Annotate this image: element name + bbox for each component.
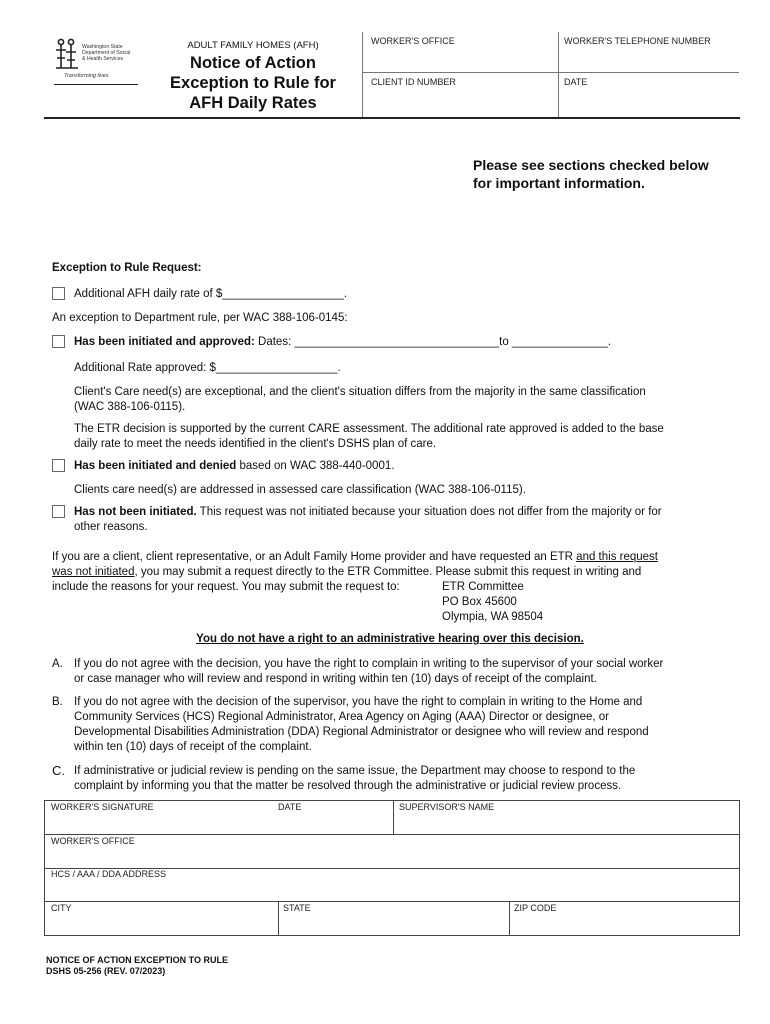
item-b-text (74, 695, 739, 755)
supervisors-name-label: SUPERVISOR'S NAME (399, 802, 495, 812)
item-a-marker: A. (52, 658, 63, 670)
logo-name-line-3: & Health Services (82, 56, 124, 62)
header-rule (44, 117, 740, 119)
etr-decision-line-2: daily rate to meet the needs identified in the client's DSHS plan of care. (74, 438, 437, 450)
etr-info-l1u: and this request (576, 551, 659, 563)
logo-name-line-2: Department of Social (82, 50, 131, 56)
address-field[interactable] (51, 869, 731, 899)
additional-rate-approved: Additional Rate approved: $___________________. (74, 362, 341, 374)
city-field[interactable] (51, 903, 275, 934)
care-need-line-1: Client's Care need(s) are exceptional, and the client's situation differs from the majority in the same classification (74, 386, 646, 398)
item-c-marker: C. (52, 763, 65, 778)
workers-signature-field[interactable] (51, 802, 276, 833)
clients-care-need-text: Clients care need(s) are addressed in assessed care classification (WAC 388-106-0115). (74, 484, 526, 496)
form-footer (46, 955, 228, 977)
care-need-line-2: (WAC 388-106-0115). (74, 401, 186, 413)
logo-underline (54, 84, 138, 85)
form-title-line-1: Notice of Action (190, 54, 316, 72)
etr-info-l1a: If you are a client, client representative, or an Adult Family Home provider and have requested an ETR (52, 551, 577, 563)
form-title-line-3: AFH Daily Rates (189, 94, 317, 112)
footer-form-number: DSHS 05-256 (REV. 07/2023) (46, 966, 166, 976)
wac-intro-text: An exception to Department rule, per WAC 388-106-0145: (52, 312, 348, 324)
dshs-people-icon (52, 38, 82, 72)
header-fields-box (362, 32, 739, 118)
etr-info-l2b: , you may submit a request directly to the ETR Committee. Please submit this request in writing and (134, 566, 642, 578)
logo-tagline: Transforming lives (64, 73, 109, 79)
care-need-paragraph (74, 385, 734, 415)
etr-info-l2u: was not initiated (52, 566, 135, 578)
item-a-line-1: If you do not agree with the decision, you have the right to complain in writing to the supervisor of your social worker (74, 658, 664, 670)
state-label: STATE (283, 903, 311, 913)
workers-telephone-label: WORKER'S TELEPHONE NUMBER (564, 36, 711, 46)
supervisor-divider (393, 801, 394, 834)
item-b-marker: B. (52, 696, 63, 708)
signature-date-label: DATE (278, 802, 302, 812)
item-c-line-2: complaint by informing you that the matter be resolved through the administrative or judicial review process. (74, 780, 622, 792)
logo-name-line-1: Washington State (82, 44, 123, 50)
item-a-line-2: or case manager who will review and respond in writing within ten (10) days of receipt of the complaint. (74, 673, 597, 685)
signature-table (44, 800, 740, 936)
state-divider (278, 901, 279, 936)
denied-rest: based on WAC 388-440-0001. (236, 460, 395, 472)
address-label: HCS / AAA / DDA ADDRESS (51, 869, 167, 879)
item-c-line-1: If administrative or judicial review is pending on the same issue, the Department may choose to respond to the (74, 765, 636, 777)
item-b-line-4: within ten (10) days of receipt of the complaint. (74, 741, 312, 753)
approved-checkbox[interactable] (52, 335, 65, 348)
date-label: DATE (564, 77, 588, 87)
additional-rate-text: Additional AFH daily rate of $___________________. (74, 288, 348, 300)
additional-rate-checkbox[interactable] (52, 287, 65, 300)
address-line-2: PO Box 45600 (442, 596, 517, 608)
sig-workers-office-label: WORKER'S OFFICE (51, 836, 135, 846)
address-line-1: ETR Committee (442, 581, 524, 593)
header-row-divider (363, 72, 739, 73)
etr-decision-line-1: The ETR decision is supported by the current CARE assessment. The additional rate approved is added to the base (74, 423, 664, 435)
workers-signature-label: WORKER'S SIGNATURE (51, 802, 154, 812)
no-hearing-notice: You do not have a right to an administrative hearing over this decision. (196, 633, 584, 645)
not-initiated-checkbox[interactable] (52, 505, 65, 518)
approved-line (74, 335, 611, 350)
item-b-line-2: Community Services (HCS) Regional Administrator, Area Agency on Aging (AAA) Director or designee, or (74, 711, 609, 723)
zip-label: ZIP CODE (514, 903, 557, 913)
denied-checkbox[interactable] (52, 459, 65, 472)
approved-label: Has been initiated and approved: (74, 336, 255, 348)
form-title (155, 53, 351, 113)
client-id-label: CLIENT ID NUMBER (371, 77, 456, 87)
notice-text (473, 156, 743, 192)
supervisors-name-field[interactable] (399, 802, 734, 833)
notice-line-1: Please see sections checked below (473, 157, 709, 173)
workers-office-field[interactable] (371, 36, 556, 70)
sig-workers-office-field[interactable] (51, 836, 731, 866)
zip-divider (509, 901, 510, 936)
not-initiated-paragraph (74, 505, 739, 535)
sig-row-divider-1 (45, 834, 739, 835)
footer-form-name: NOTICE OF ACTION EXCEPTION TO RULE (46, 955, 229, 965)
item-a-text (74, 657, 739, 687)
denied-label: Has been initiated and denied (74, 460, 237, 472)
dshs-logo (52, 38, 140, 88)
approved-dates: Dates: ________________________________to _______________. (254, 336, 612, 348)
program-label: ADULT FAMILY HOMES (AFH) (187, 40, 319, 51)
denied-line (74, 459, 394, 474)
address-line-3: Olympia, WA 98504 (442, 611, 544, 623)
item-b-line-1: If you do not agree with the decision of the supervisor, you have the right to complain in writing to the Home and (74, 696, 643, 708)
workers-office-label: WORKER'S OFFICE (371, 36, 455, 46)
section-title: Exception to Rule Request: (52, 262, 202, 274)
header-divider (558, 32, 559, 118)
not-initiated-label: Has not been initiated. (74, 506, 197, 518)
etr-info-paragraph (52, 550, 742, 595)
workers-telephone-field[interactable] (564, 36, 739, 70)
signature-date-field[interactable] (278, 802, 390, 833)
etr-decision-paragraph (74, 422, 734, 452)
not-initiated-rest-line-1: This request was not initiated because your situation does not differ from the majority or for (196, 506, 662, 518)
item-b-line-3: Developmental Disabilities Administration (DDA) Regional Administrator or designee who will review and respond (74, 726, 649, 738)
item-c-text (74, 764, 739, 794)
city-label: CITY (51, 903, 72, 913)
form-title-line-2: Exception to Rule for (170, 74, 336, 92)
notice-line-2: for important information. (473, 175, 645, 191)
zip-field[interactable] (514, 903, 734, 934)
client-id-field[interactable] (371, 77, 556, 115)
sig-row-divider-3 (45, 901, 739, 902)
etr-info-l3: include the reasons for your request. You may submit the request to: (52, 581, 400, 593)
etr-committee-address (442, 580, 543, 625)
date-field[interactable] (564, 77, 739, 115)
state-field[interactable] (283, 903, 505, 934)
not-initiated-rest-line-2: other reasons. (74, 521, 148, 533)
